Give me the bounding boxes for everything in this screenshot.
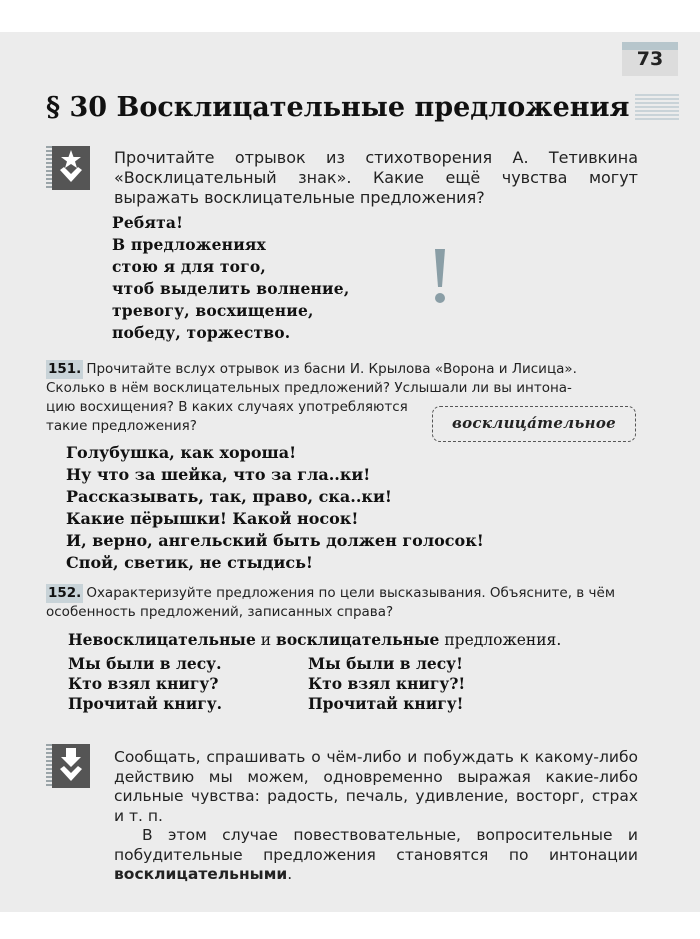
- rule-paragraph: Сообщать, спрашивать о чём-либо и побуждать к какому-либо действию мы можем, одновременно выражая какие-либо сильные чувства: радость, печаль, удивление, восторг, страх и т. п.: [114, 748, 638, 825]
- vocabulary-word: восклица́тельное: [432, 406, 636, 442]
- title-decoration: [635, 94, 679, 120]
- exercise-151-text-top: 151. Прочитайте вслух отрывок из басни И. Крылова «Ворона и Лисица». Сколько в нём восклицательных предложений? Услышали ли вы интона-: [46, 361, 577, 396]
- section-number: § 30: [46, 92, 108, 123]
- fable-line: И, верно, ангельский быть должен голосок!: [66, 531, 484, 550]
- poem-line: тревогу, восхищение,: [112, 301, 314, 320]
- left-column: [68, 654, 222, 714]
- exercise-number: 151.: [48, 361, 82, 377]
- fable-line: Голубушка, как хороша!: [66, 443, 297, 462]
- sentence: Кто взял книгу?: [68, 674, 219, 693]
- exercise-151-text-narrow: цию восхищения? В каких случаях употребляются такие предложения?: [46, 399, 408, 434]
- arrow-down-heart-icon: [52, 744, 90, 788]
- sentence: Кто взял книгу?!: [308, 674, 466, 693]
- sentence: Мы были в лесу.: [68, 654, 222, 673]
- intro-text: Прочитайте отрывок из стихотворения А. Тетивкина «Восклицательный знак». Какие ещё чувства могут выражать восклицательные предложения?: [114, 148, 638, 207]
- poem-line: Ребята!: [112, 213, 184, 232]
- star-heart-icon: [52, 146, 90, 190]
- exercise-number: 152.: [48, 585, 82, 601]
- right-column: [308, 654, 465, 714]
- fable-line: Ну что за шейка, что за гла..ки!: [66, 465, 371, 484]
- fable-excerpt: [66, 442, 484, 574]
- fable-line: Спой, светик, не стыдись!: [66, 553, 313, 572]
- fable-line: Рассказывать, так, право, ска..ки!: [66, 487, 392, 506]
- rule-paragraph: В этом случае повествовательные, вопросительные и побудительные предложения становятся по интонации восклицательными.: [114, 826, 638, 883]
- comparison-heading: Невосклицательные и восклицательные предложения.: [68, 630, 562, 649]
- sentence: Прочитай книгу.: [68, 694, 223, 713]
- page-number: 73: [636, 48, 664, 70]
- fable-line: Какие пёрышки! Какой носок!: [66, 509, 359, 528]
- poem-line: В предложениях: [112, 235, 266, 254]
- sentence: Прочитай книгу!: [308, 694, 464, 713]
- rule-term: восклицательными: [114, 865, 288, 883]
- poem-line: чтоб выделить волнение,: [112, 279, 350, 298]
- sentence: Мы были в лесу!: [308, 654, 463, 673]
- section-title-text: Восклицательные предложения: [116, 92, 630, 123]
- exclamation-mark-icon: [428, 247, 452, 307]
- poem: [112, 212, 349, 344]
- poem-line: стою я для того,: [112, 257, 266, 276]
- exercise-152: 152. Охарактеризуйте предложения по цели высказывания. Объясните, в чём особенность предложений, записанных справа?: [46, 585, 616, 620]
- poem-line: победу, торжество.: [112, 323, 291, 342]
- rule-box: [114, 748, 638, 885]
- section-title: [46, 92, 630, 123]
